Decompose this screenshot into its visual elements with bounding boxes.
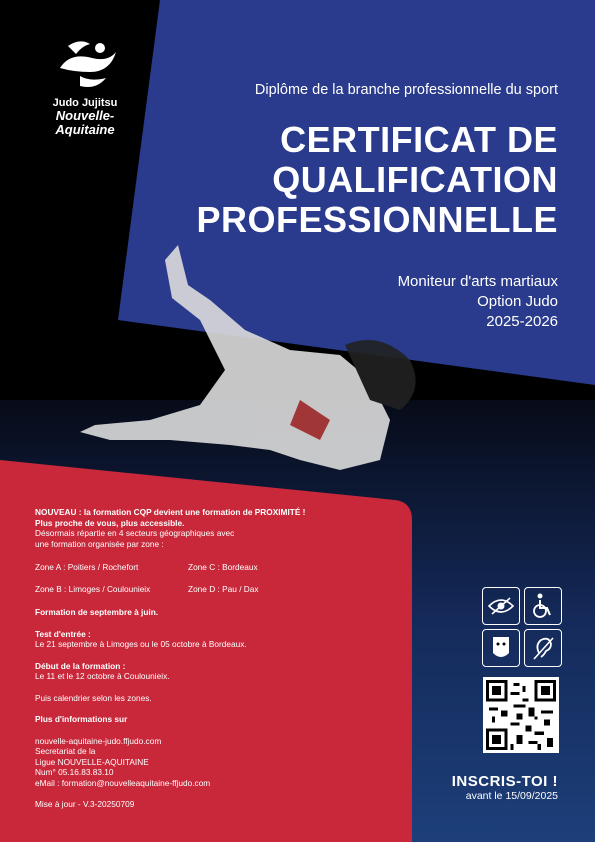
secretariat-line: Secretariat de la [35,746,96,756]
inscris-toi-button[interactable]: INSCRIS-TOI ! [451,773,558,790]
subtitle-line: Option Judo [477,293,558,310]
zone-d: Zone D : Pau / Dax [188,583,259,594]
title-line: QUALIFICATION [272,159,558,200]
hearing-impairment-icon [524,629,562,667]
logo-line-1: Judo Jujitsu [52,97,118,109]
subtitle-line: 2025-2026 [486,313,558,330]
zone-c: Zone C : Bordeaux [188,562,258,572]
subtitle-line: Moniteur d'arts martiaux [397,273,558,290]
logo [30,38,140,137]
page-title [138,120,558,240]
title-line: CERTIFICAT DE [280,119,558,160]
zone-a: Zone A : Poitiers / Rochefort [35,562,139,572]
visual-impairment-icon [482,587,520,625]
email-link[interactable]: eMail : formation@nouvelleaquitaine-ffjudo.com [35,777,211,788]
plus-info-title: Plus d'informations sur [35,714,128,724]
judo-logo-icon [50,38,120,90]
proche-text: Plus proche de vous, plus accessible. [35,517,185,528]
logo-line-3: Aquitaine [55,122,115,137]
nouveau-text: NOUVEAU : la formation CQP devient une formation de PROXIMITÉ ! [35,507,306,517]
test-title: Test d'entrée : [35,628,91,639]
zone-b: Zone B : Limoges / Coulounieix [35,583,151,594]
desc-line: une formation organisée par zone : [35,538,164,549]
secretariat-line: Ligue NOUVELLE-AQUITAINE [35,756,149,767]
zones-grid [35,562,375,594]
site-link[interactable]: nouvelle-aquitaine-judo.ffjudo.com [35,735,162,746]
test-text: Le 21 septembre à Limoges ou le 05 octobre à Bordeaux. [35,639,247,649]
debut-title: Début de la formation : [35,660,126,671]
qr-code[interactable] [483,677,559,753]
phone-number: Num° 05.16.83.83.10 [35,767,114,777]
subtitle [398,272,558,332]
diplome-text: Diplôme de la branche professionnelle du sport [254,82,558,98]
title-line: PROFESSIONNELLE [196,199,558,240]
wheelchair-icon [524,587,562,625]
accessibility-icons [482,587,562,667]
desc-line: Désormais répartie en 4 secteurs géographiques avec [35,528,235,538]
mental-disability-icon [482,629,520,667]
puis-text: Puis calendrier selon les zones. [35,692,152,703]
debut-text: Le 11 et le 12 octobre à Coulounieix. [35,671,170,681]
deadline-text: avant le 15/09/2025 [465,790,558,802]
info-block [35,507,375,810]
cta [452,773,558,802]
formation-text: Formation de septembre à juin. [35,607,159,617]
logo-line-2: Nouvelle- [55,108,115,123]
update-version: Mise à jour - V.3-20250709 [35,799,135,809]
